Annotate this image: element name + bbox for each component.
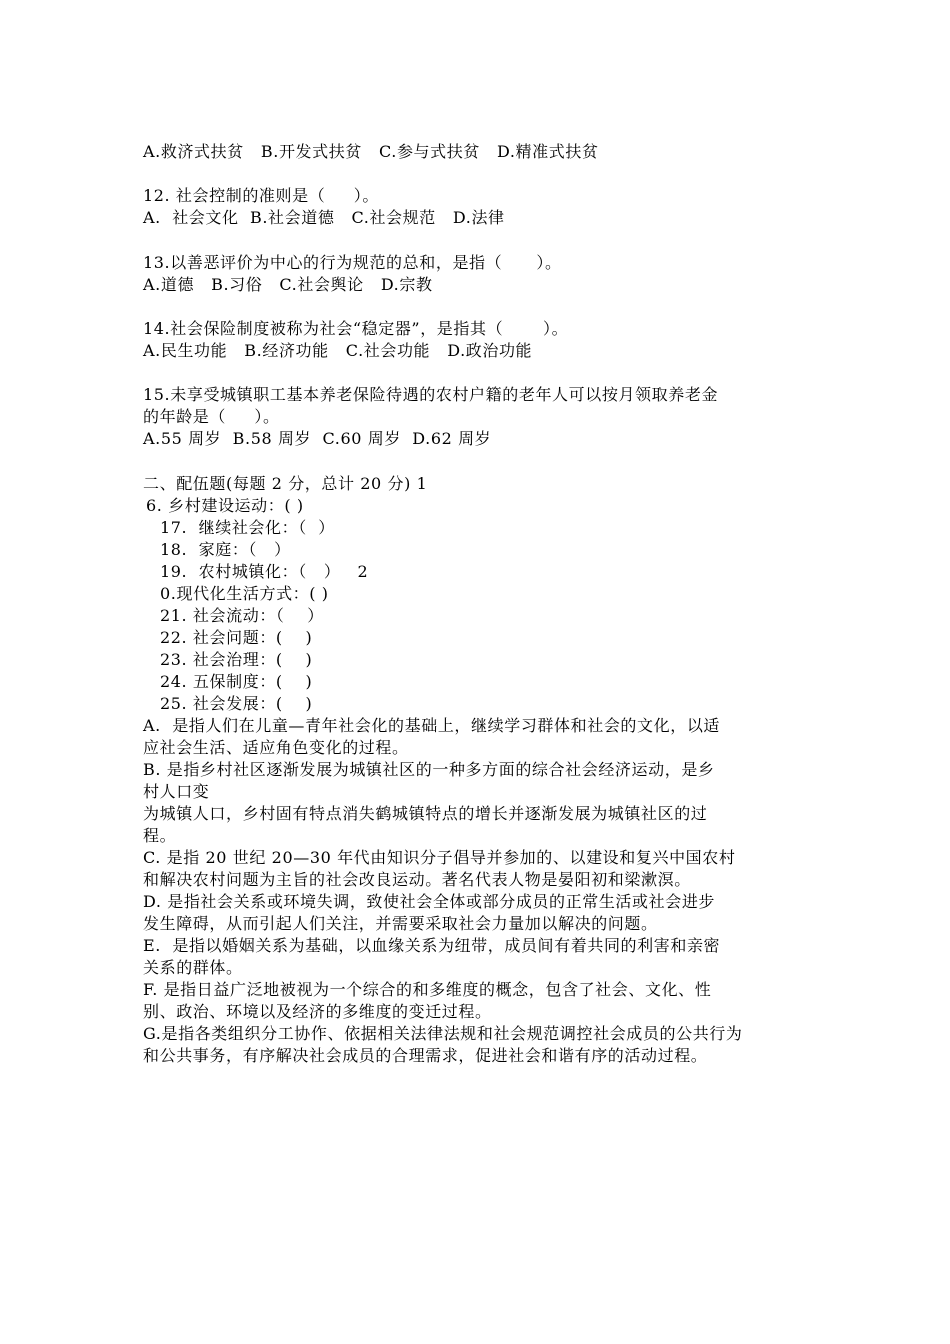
definition-line: C. 是指 20 世纪 20—30 年代由知识分子倡导并参加的、以建设和复兴中国农村 (143, 848, 736, 867)
match-item: 18. 家庭：（ ） (160, 540, 291, 559)
definition-line: 应社会生活、适应角色变化的过程。 (143, 738, 409, 757)
q13-options: A.道德 B.习俗 C.社会舆论 D.宗教 (143, 275, 433, 294)
match-item: 22. 社会问题：( ) (160, 628, 313, 647)
match-item: 21. 社会流动：（ ） (160, 606, 324, 625)
q12-stem: 12. 社会控制的准则是（ ）。 (143, 186, 379, 205)
definition-line: 别、政治、环境以及经济的多维度的变迁过程。 (143, 1002, 492, 1021)
definition-line: 为城镇人口，乡村固有特点消失鹤城镇特点的增长并逐渐发展为城镇社区的过 (143, 804, 708, 823)
definition-line: 和公共事务，有序解决社会成员的合理需求，促进社会和谐有序的活动过程。 (143, 1046, 708, 1065)
match-item: 24. 五保制度：( ) (160, 672, 313, 691)
definition-line: F. 是指日益广泛地被视为一个综合的和多维度的概念，包含了社会、文化、性 (143, 980, 712, 999)
q14-options: A.民生功能 B.经济功能 C.社会功能 D.政治功能 (143, 341, 533, 360)
q15-stem-line2: 的年龄是（ ）。 (143, 407, 280, 426)
definition-line: G.是指各类组织分工协作、依据相关法律法规和社会规范调控社会成员的公共行为 (143, 1024, 743, 1043)
match-item: 25. 社会发展：( ) (160, 694, 313, 713)
q15-options: A.55 周岁 B.58 周岁 C.60 周岁 D.62 周岁 (143, 429, 492, 448)
definition-line: E. 是指以婚姻关系为基础，以血缘关系为纽带，成员间有着共同的利害和亲密 (143, 936, 721, 955)
q11-options: A.救济式扶贫 B.开发式扶贫 C.参与式扶贫 D.精准式扶贫 (143, 142, 599, 161)
match-item: 6. 乡村建设运动：( ) (146, 496, 304, 515)
match-item: 17. 继续社会化：（ ） (160, 518, 335, 537)
match-item: 0.现代化生活方式：( ) (160, 584, 329, 603)
definition-line: D. 是指社会关系或环境失调，致使社会全体或部分成员的正常生活或社会进步 (143, 892, 716, 911)
q12-options: A. 社会文化 B.社会道德 C.社会规范 D.法律 (143, 208, 505, 227)
definition-line: 关系的群体。 (143, 958, 243, 977)
match-item: 19. 农村城镇化：（ ） 2 (160, 562, 369, 581)
match-item: 23. 社会治理：( ) (160, 650, 313, 669)
q14-stem: 14.社会保险制度被称为社会“稳定器”，是指其（ ）。 (143, 319, 569, 338)
q15-stem-line1: 15.未享受城镇职工基本养老保险待遇的农村户籍的老年人可以按月领取养老金 (143, 385, 719, 404)
definition-line: 发生障碍，从而引起人们关注，并需要采取社会力量加以解决的问题。 (143, 914, 658, 933)
definition-line: 程。 (143, 826, 177, 845)
section2-heading: 二、配伍题(每题 2 分，总计 20 分) 1 (143, 474, 428, 493)
definition-line: 村人口变 (143, 782, 210, 801)
definition-line: A. 是指人们在儿童—青年社会化的基础上，继续学习群体和社会的文化，以适 (143, 716, 721, 735)
q13-stem: 13.以善恶评价为中心的行为规范的总和，是指（ ）。 (143, 253, 562, 272)
definition-line: 和解决农村问题为主旨的社会改良运动。著名代表人物是晏阳初和梁漱溟。 (143, 870, 691, 889)
definition-line: B. 是指乡村社区逐渐发展为城镇社区的一种多方面的综合社会经济运动，是乡 (143, 760, 715, 779)
